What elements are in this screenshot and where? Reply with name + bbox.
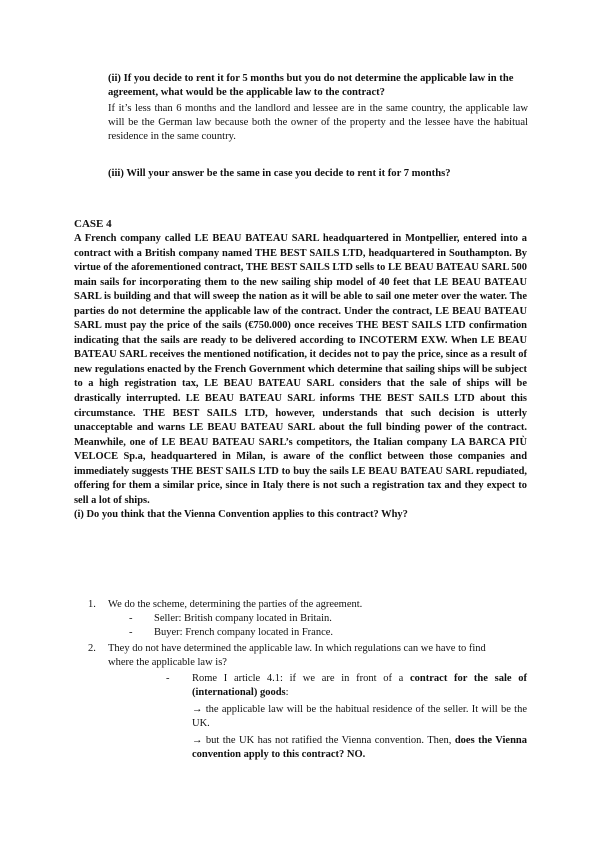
arrow-emphasis: does the Vienna convention apply to this contract? NO. [192, 735, 528, 760]
sub-item-text: Rome I article 4.1: if we are in front of a [192, 673, 410, 684]
sub-item-text: : [285, 687, 289, 698]
arrow-text: → but the UK has not ratified the Vienna convention. Then, [192, 735, 455, 746]
sub-item [74, 672, 527, 762]
sub-item-text: Seller: British company located in Britain. [154, 613, 332, 624]
arrow-text: → the applicable law will be the habitual residence of the seller. It will be the UK. [192, 704, 527, 729]
dash-bullet: - [129, 627, 133, 638]
answer-list [74, 598, 527, 762]
arrow-line [192, 703, 527, 731]
question-ii: (ii) If you decide to rent it for 5 months but you do not determine the applicable law in the agreement, what would be the applicable law to the contract? [108, 73, 514, 98]
sub-item-emphasis: contract for the sale of (international) goods [192, 673, 527, 698]
sub-item [74, 612, 527, 626]
list-number: 2. [88, 643, 96, 654]
answer-ii: If it’s less than 6 months and the landlord and lessee are in the same country, the applicable law will be the German law because both the owner of the property and the lessee have the habitual residence in the same country. [108, 103, 528, 142]
case-text: A French company called LE BEAU BATEAU SARL headquartered in Montpellier, entered into a contract with a British company named THE BEST SAILS LTD, headquartered in Southampton. By virtue of the aforementioned contract, THE BEST SAILS LTD sells to LE BEAU BATEAU SARL 500 main sails for incorporating them to the new sailing ship model of 40 feet that LE BEAU BATEAU SARL is building and that will sweep the nation as it will be able to sail one meter over the water. The parties do not determine the applicable law of the contract. Under the contract, LE BEAU BATEAU SARL must pay the price of the sails (€750.000) once receives THE BEST SAILS LTD confirmation indicating that the sails are ready to be delivered according to INCOTERM EXW. When LE BEAU BATEAU SARL receives the mentioned notification, it decides not to pay the price, since as a result of new regulations enacted by the French Government which determine that sailing ships will be subject to a high registration tax, LE BEAU BATEAU SARL considers that the sale of ships will be drastically interrupted. LE BEAU BATEAU SARL informs THE BEST SAILS LTD about this circumstance. THE BEST SAILS LTD, however, understands that such decision is utterly unacceptable and warns LE BEAU BATEAU SARL about the full binding power of the contract. Meanwhile, one of LE BEAU BATEAU SARL’s competitors, the Italian company LA BARCA PIÙ VELOCE Sp.a, headquartered in Milan, is aware of the conflict between those companies and immediately suggests THE BEST SAILS LTD to buy the sails LE BEAU BATEAU SARL repudiated, offering for them a similar price, since in Italy there is not such a registration tax and they expect to sell a lot of ships. [74, 233, 527, 506]
list-item-text: We do the scheme, determining the parties of the agreement. [108, 599, 363, 610]
sub-item [74, 626, 527, 640]
dash-bullet: - [166, 673, 170, 684]
sub-item-text: Buyer: French company located in France. [154, 627, 334, 638]
case-question-i: (i) Do you think that the Vienna Convention applies to this contract? Why? [74, 509, 408, 521]
question-iii: (iii) Will your answer be the same in case you decide to rent it for 7 months? [108, 168, 451, 179]
list-number: 1. [88, 599, 96, 610]
dash-bullet: - [129, 613, 133, 624]
case-title: CASE 4 [74, 218, 112, 230]
case-description [74, 232, 527, 523]
list-item-text: They do not have determined the applicable law. In which regulations can we have to find where the applicable law is? [108, 643, 486, 668]
list-item [74, 642, 503, 670]
arrow-line [192, 734, 527, 762]
list-item [74, 598, 527, 612]
